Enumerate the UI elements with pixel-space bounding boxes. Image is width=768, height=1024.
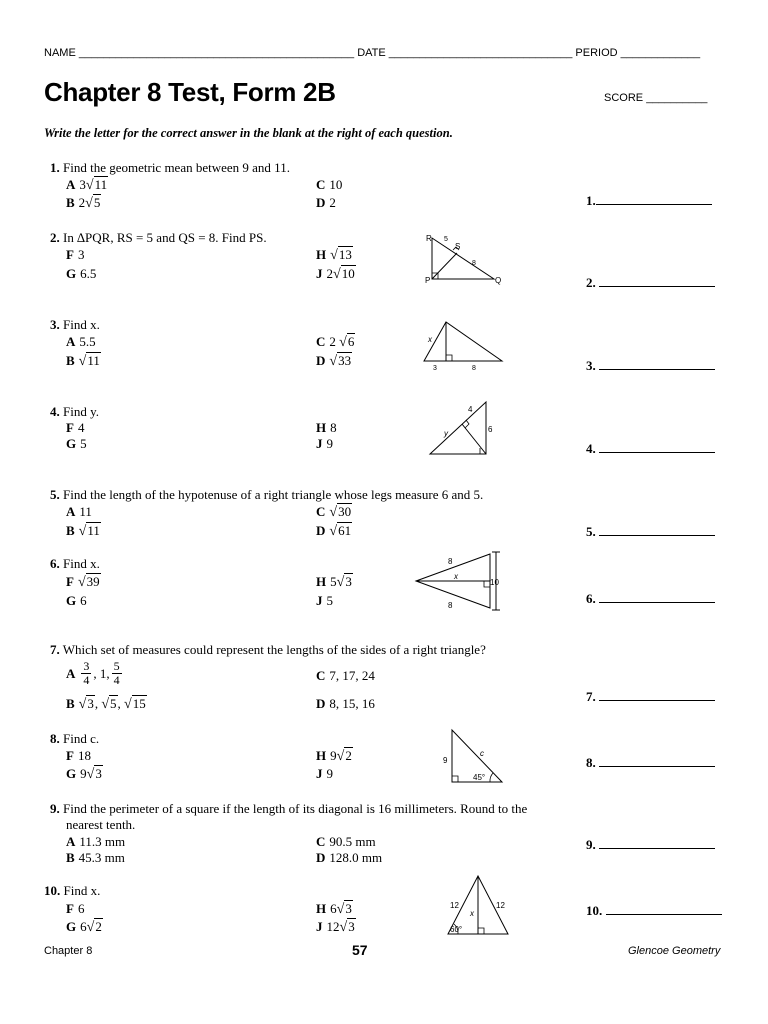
label-rs: 5 — [444, 236, 448, 243]
choice-2g: G 6.5 — [66, 266, 97, 281]
label-45: 45° — [473, 773, 486, 782]
choice-1b: B 2√5 — [66, 195, 101, 211]
choice-2j: J 2√10 — [316, 266, 355, 282]
choice-6g: G 6 — [66, 593, 87, 608]
question-8: 8. Find c. — [50, 731, 100, 746]
question-3: 3. Find x. — [50, 317, 100, 332]
figure-q3-triangle — [422, 318, 510, 374]
choice-4f: F 4 — [66, 420, 85, 435]
choice-4h: H 8 — [316, 420, 337, 435]
choice-10f: F 6 — [66, 901, 85, 916]
choice-4j: J 9 — [316, 436, 333, 451]
choice-7a: A $\frac{3}{4}$ , 1, $\frac{5}{4}$ — [66, 659, 120, 687]
answer-blank-3[interactable]: 3. — [586, 358, 715, 374]
question-2: 2. In ∆PQR, RS = 5 and QS = 8. Find PS. — [50, 230, 267, 245]
answer-blank-2[interactable]: 2. — [586, 275, 715, 291]
question-7: 7. Which set of measures could represent the lengths of the sides of a right triangle? — [50, 642, 486, 657]
label-qs: 8 — [472, 260, 476, 267]
answer-blank-7[interactable]: 7. — [586, 689, 715, 705]
label-4: 4 — [468, 405, 473, 414]
label-y: y — [444, 429, 448, 438]
choice-5a: A 11 — [66, 504, 92, 519]
choice-10g: G 6√2 — [66, 919, 102, 935]
answer-blank-10[interactable]: 10. — [586, 903, 722, 919]
choice-9b: B 45.3 mm — [66, 850, 125, 865]
label-s: S — [455, 242, 461, 251]
choice-6h: H 5√3 — [316, 574, 352, 590]
answer-blank-5[interactable]: 5. — [586, 524, 715, 540]
answer-blank-1[interactable]: 1. — [586, 193, 712, 209]
date-blank[interactable]: ______________________________ — [388, 47, 573, 59]
name-blank[interactable]: _____________________________________________ — [78, 47, 355, 59]
choice-7d: D 8, 15, 16 — [316, 696, 375, 711]
date-label: DATE — [357, 47, 386, 59]
choice-7b: B √3, √5, √15 — [66, 696, 146, 712]
choice-5c: C √30 — [316, 504, 352, 520]
label-6: 6 — [488, 425, 493, 434]
label-top-8: 8 — [448, 557, 453, 566]
figure-q4-triangle — [428, 400, 494, 458]
answer-blank-4[interactable]: 4. — [586, 441, 715, 457]
question-9-cont: nearest tenth. — [66, 817, 136, 832]
label-c: c — [480, 749, 484, 758]
instructions: Write the letter for the correct answer in the blank at the right of each question. — [44, 126, 453, 140]
question-4: 4. Find y. — [50, 404, 99, 419]
footer-publisher: Glencoe Geometry — [628, 945, 721, 957]
choice-10j: J 12√3 — [316, 919, 355, 935]
label-9: 9 — [443, 756, 448, 765]
label-x: x — [428, 335, 432, 344]
answer-blank-9[interactable]: 9. — [586, 837, 715, 853]
label-left-12: 12 — [450, 901, 459, 910]
question-6: 6. Find x. — [50, 556, 100, 571]
choice-2h: H √13 — [316, 247, 352, 263]
label-3: 3 — [433, 365, 437, 372]
figure-q2-triangle — [424, 232, 504, 286]
label-r: R — [426, 234, 432, 243]
choice-3c: C 2 √6 — [316, 334, 355, 350]
choice-10h: H 6√3 — [316, 901, 352, 917]
choice-3b: B √11 — [66, 353, 100, 369]
page-number: 57 — [352, 942, 368, 958]
choice-8f: F 18 — [66, 748, 91, 763]
label-x: x — [454, 572, 458, 581]
answer-blank-8[interactable]: 8. — [586, 755, 715, 771]
choice-2f: F 3 — [66, 247, 85, 262]
choice-8h: H 9√2 — [316, 748, 352, 764]
label-10: 10 — [490, 578, 499, 587]
period-label: PERIOD — [575, 47, 618, 59]
answer-blank-6[interactable]: 6. — [586, 591, 715, 607]
figure-q6-triangle — [412, 550, 504, 614]
choice-6f: F √39 — [66, 574, 100, 590]
choice-3d: D √33 — [316, 353, 352, 369]
label-8: 8 — [472, 365, 476, 372]
choice-8g: G 9√3 — [66, 766, 102, 782]
choice-9d: D 128.0 mm — [316, 850, 383, 865]
choice-9c: C 90.5 mm — [316, 834, 376, 849]
question-5: 5. Find the length of the hypotenuse of a right triangle whose legs measure 6 and 5. — [50, 487, 484, 502]
score-blank[interactable]: __________ — [646, 92, 708, 104]
choice-1d: D 2 — [316, 195, 336, 210]
question-9: 9. Find the perimeter of a square if the length of its diagonal is 16 millimeters. Round to the — [50, 801, 528, 816]
choice-4g: G 5 — [66, 436, 87, 451]
choice-1a: A 3√11 — [66, 177, 108, 193]
footer-chapter: Chapter 8 — [44, 945, 93, 957]
choice-7c: C 7, 17, 24 — [316, 668, 375, 683]
choice-3a: A 5.5 — [66, 334, 96, 349]
page-title: Chapter 8 Test, Form 2B — [44, 77, 336, 107]
question-10: 10. Find x. — [44, 883, 101, 898]
choice-6j: J 5 — [316, 593, 333, 608]
choice-5d: D √61 — [316, 523, 352, 539]
choice-5b: B √11 — [66, 523, 100, 539]
choice-1c: C 10 — [316, 177, 343, 192]
label-x: x — [470, 909, 474, 918]
question-1: 1. Find the geometric mean between 9 and 11. — [50, 160, 290, 175]
choice-8j: J 9 — [316, 766, 333, 781]
choice-9a: A 11.3 mm — [66, 834, 126, 849]
label-60: 60° — [450, 925, 463, 934]
name-label: NAME — [44, 47, 76, 59]
label-q: Q — [495, 276, 502, 285]
label-p: P — [425, 276, 431, 285]
score-label: SCORE — [604, 92, 644, 104]
name-field[interactable] — [44, 47, 700, 59]
label-bottom-8: 8 — [448, 601, 453, 610]
figure-q10-triangle — [444, 874, 514, 936]
label-right-12: 12 — [496, 901, 505, 910]
figure-q8-triangle — [440, 726, 506, 786]
period-blank[interactable]: _____________ — [620, 47, 701, 59]
score-field[interactable] — [604, 92, 707, 104]
